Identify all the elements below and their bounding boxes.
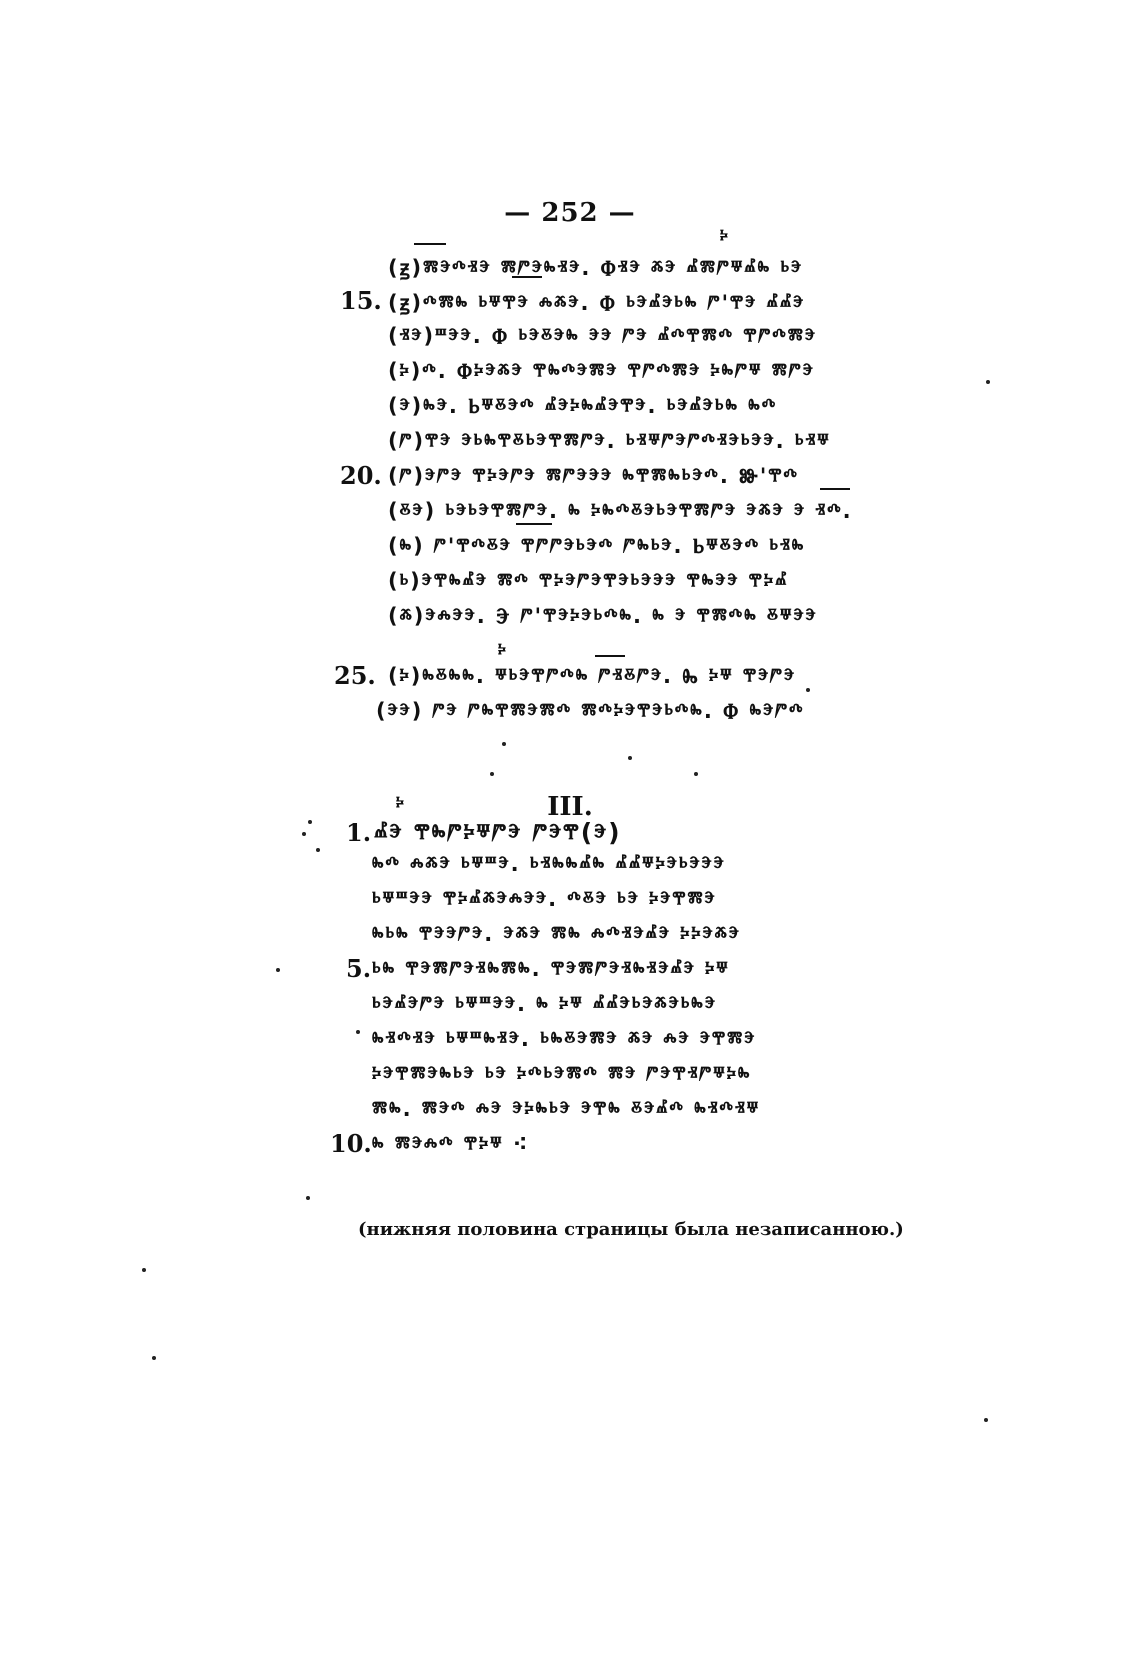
line-number: 15. (340, 286, 382, 315)
text-line: ⰸ ⰿⰵⰾⰴ ⰹⰽⱋ ⁖ (372, 1132, 530, 1156)
scan-speck (628, 756, 632, 760)
scan-speck (502, 742, 506, 746)
line-number: 5. (346, 954, 372, 983)
scan-speck (316, 848, 320, 852)
text-line: ⱃⰵⰼⰵⱓⰵ ⱃⱋⱎⰵⰵ. ⰸ ⰽⱋ ⰼⰼⰵⱃⰵⰶⰵⱃⰸⰵ (372, 992, 717, 1016)
scan-speck (306, 1196, 310, 1200)
text-line: (ⰵⰵ) ⱓⰵ ⱓⰸⰹⰿⰵⰿⰴ ⰿⰴⰽⰵⰹⰵⱃⰴⰸ. Ⱇ ⰸⰵⱓⰴ (376, 699, 805, 723)
scan-speck (984, 1418, 988, 1422)
line-number: 1. (346, 818, 372, 847)
text-line: ⰸⱐⰴⱐⰵ ⱃⱋⱎⰸⱐⰵ. ⱃⰸⰻⰵⰿⰵ ⰶⰵ ⰾⰵ ⰵⰹⰿⰵ (372, 1027, 757, 1051)
text-line: (ꙃ)ⰴⰿⰸ ⱃⱋⰹⰵ ⰾⰶⰵ. Ⱇ ⱃⰵⰼⰵⱃⰸ ⱓ'ⰹⰵ ⰼⰼⰵ (388, 291, 806, 315)
scan-speck (302, 832, 306, 836)
superscript-mark: ⰽ (498, 640, 506, 661)
scan-speck (490, 772, 494, 776)
text-line: (ⱐⰵ)ⱎⰵⰵ. Ⱇ ⱃⰵⰻⰵⰸ ⰵⰵ ⱓⰵ ⰼⰴⰹⰿⰴ ⰹⱓⰴⰿⰵ (388, 324, 817, 348)
scan-speck (308, 820, 312, 824)
text-line: (ⱓ)ⰹⰵ ⰵⱃⰸⰹⰻⱃⰵⰹⰿⱓⰵ. ⱃⱐⱋⱓⰵⱓⰴⱐⰵⱃⰵⰵ. ⱃⱐⱋ (388, 429, 831, 453)
line-number: 25. (334, 661, 376, 690)
text-line: (ⱃ)ⰵⰹⰸⰼⰵ ⰿⰴ ⰹⰽⰵⱓⰵⰹⰵⱃⰵⰵⰵ ⰹⰸⰵⰵ ⰹⰽⰼ (388, 569, 789, 593)
section-title: ⰼⰵ ⰹⰸⱓⰽⱋⱓⰵ ⱓⰵⰹ(ⰵ) (374, 818, 622, 847)
scan-speck (356, 1030, 360, 1034)
text-line: ⰿⰸ. ⰿⰵⰴ ⰾⰵ ⰵⰽⰸⱃⰵ ⰵⰹⰸ ⰻⰵⰼⰴ ⰸⱐⰴⱐⱋ (372, 1097, 761, 1121)
scan-speck (142, 1268, 146, 1272)
text-line: (ⰻⰵ) ⱃⰵⱃⰵⰹⰿⱓⰵ. ⰸ ⰽⰸⰴⰻⰵⱃⰵⰹⰿⱓⰵ ⰵⰶⰵ ⰵ ⱐⰴ. (388, 499, 853, 523)
overline (414, 243, 446, 245)
section-heading: III. (547, 792, 593, 822)
text-line: (ⰶ)ⰵⰾⰵⰵ. Ⰵ ⱓ'ⰹⰵⰽⰵⱃⰴⰸ. ⰸ ⰵ ⰹⰿⰴⰸ ⰻⱋⰵⰵ (388, 604, 818, 628)
text-line: (ⰵ)ⰸⰵ. Ⱃⱋⰻⰵⰴ ⰼⰵⰽⰸⰼⰵⰹⰵ. ⱃⰵⰼⰵⱃⰸ ⰸⰴ (388, 394, 778, 418)
text-line: (ⰸ) ⱓ'ⰹⰴⰻⰵ ⰹⱓⱓⰵⱃⰵⰴ ⱓⰸⱃⰵ. Ⱃⱋⰻⰵⰴ ⱃⱐⰸ (388, 534, 806, 558)
scan-speck (986, 380, 990, 384)
scan-speck (276, 968, 280, 972)
scan-speck (152, 1356, 156, 1360)
text-line: ⰸⱃⰸ ⰹⰵⰵⱓⰵ. ⰵⰶⰵ ⰿⰸ ⰾⰴⱐⰵⰼⰵ ⰽⰽⰵⰶⰵ (372, 922, 741, 946)
text-line: ⱃⱋⱎⰵⰵ ⰹⰽⰼⰶⰵⰾⰵⰵ. ⰴⰻⰵ ⱃⰵ ⰽⰵⰹⰿⰵ (372, 887, 717, 911)
line-number: 10. (330, 1129, 372, 1158)
text-line: ⰽⰵⰹⰿⰵⰸⱃⰵ ⱃⰵ ⰽⰴⱃⰵⰿⰴ ⰿⰵ ⱓⰵⰹⱐⱓⱋⰽⰸ (372, 1062, 752, 1086)
text-line: ⰸⰴ ⰾⰶⰵ ⱃⱋⱎⰵ. ⱃⱐⰸⰸⰼⰸ ⰼⰼⱋⰽⰵⱃⰵⰵⰵ (372, 852, 726, 876)
text-line: (ⰽ)ⰴ. Ⱇⰽⰵⰶⰵ ⰹⰸⰴⰵⰿⰵ ⰹⱓⰴⰿⰵ ⰽⰸⱓⱋ ⰿⱓⰵ (388, 359, 815, 383)
text-line: ⱃⰸ ⰹⰵⰿⱓⰵⱐⰸⰿⰸ. ⰹⰵⰿⱓⰵⱐⰸⱐⰵⰼⰵ ⰽⱋ (372, 957, 730, 981)
line-number: 20. (340, 461, 382, 490)
scan-speck (806, 688, 810, 692)
text-line: (ⱓ)ⰵⱓⰵ ⰹⰽⰵⱓⰵ ⰿⱓⰵⰵⰵ ⰸⰹⰿⰸⱃⰵⰴ. Ⱆ'ⰹⰴ (388, 464, 799, 488)
text-line: (ꙃ)ⰿⰵⰴⱐⰵ ⰿⱓⰵⰸⱐⰵ. Ⱇⱐⰵ ⰶⰵ ⰼⰿⱓⱋⰼⰸ ⱃⰵ (388, 256, 804, 280)
scan-speck (694, 772, 698, 776)
overline (820, 488, 850, 490)
overline (595, 655, 625, 657)
caption-note: (нижняя половина страницы была незаписанною.) (358, 1219, 904, 1240)
page-number: — 252 — (504, 198, 636, 228)
text-line: (ⰽ)ⰸⰻⰸⰸ. ⱋⱃⰵⰹⱓⰴⰸ ⱓⱐⰻⱓⰵ. Ⰸ ⰽⱋ ⰹⰵⱓⰵ (388, 664, 797, 688)
superscript-mark: ⰽ (396, 793, 404, 814)
superscript-mark: ⰽ (720, 226, 728, 247)
